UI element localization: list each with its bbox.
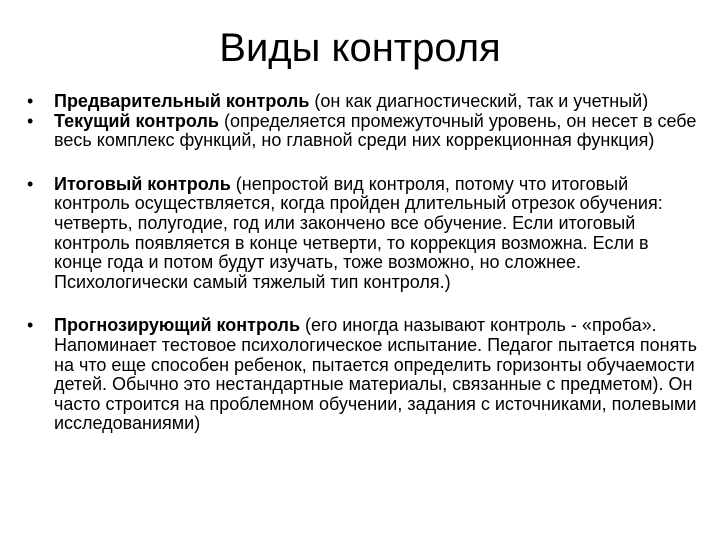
bullet-text: (он как диагностический, так и учетный) <box>309 91 649 111</box>
bullet-term: Текущий контроль <box>54 110 219 131</box>
bullet-text: (определяется промежуточный уровень, он несет в себе весь комплекс функций, но главной среди них коррекционная функция) <box>54 110 697 151</box>
bullet-marker: • <box>27 173 34 194</box>
bullet-text: (непростой вид контроля, потому что итоговый контроль осуществляется, когда пройден длительный отрезок обучения: четверть, полугодие, год или закончено все обучение. Если итоговый контроль появляется в конце четверти, то коррекция возможна. Если в конце года и потом будут изучать, тоже возможно, но сложнее. Психологически самый тяжелый тип контроля.) <box>54 173 663 292</box>
slide-title: Виды контроля <box>219 26 501 70</box>
bullet-text: (его иногда называют контроль - «проба». Напоминает тестовое психологическое испытание. Педагог пытается понять на что еще способен ребенок, пытается определить горизонты обучаемости детей. Обычно это нестандартные материалы, связанные с предметом). Он часто строится на проблемном обучении, задания с источниками, полевыми исследованиями) <box>54 315 697 434</box>
bullet-item-current <box>27 112 697 151</box>
bullet-marker: • <box>27 315 34 336</box>
bullet-marker: • <box>27 110 34 131</box>
bullet-marker: • <box>27 91 34 111</box>
bullet-term: Предварительный контроль <box>54 91 310 111</box>
bullet-term: Прогнозирующий контроль <box>54 315 301 336</box>
bullet-list <box>27 92 697 434</box>
bullet-item-predictive <box>27 316 697 434</box>
bullet-item-final <box>27 175 697 293</box>
bullet-item-preliminary <box>27 92 697 112</box>
bullet-term: Итоговый контроль <box>54 173 231 194</box>
